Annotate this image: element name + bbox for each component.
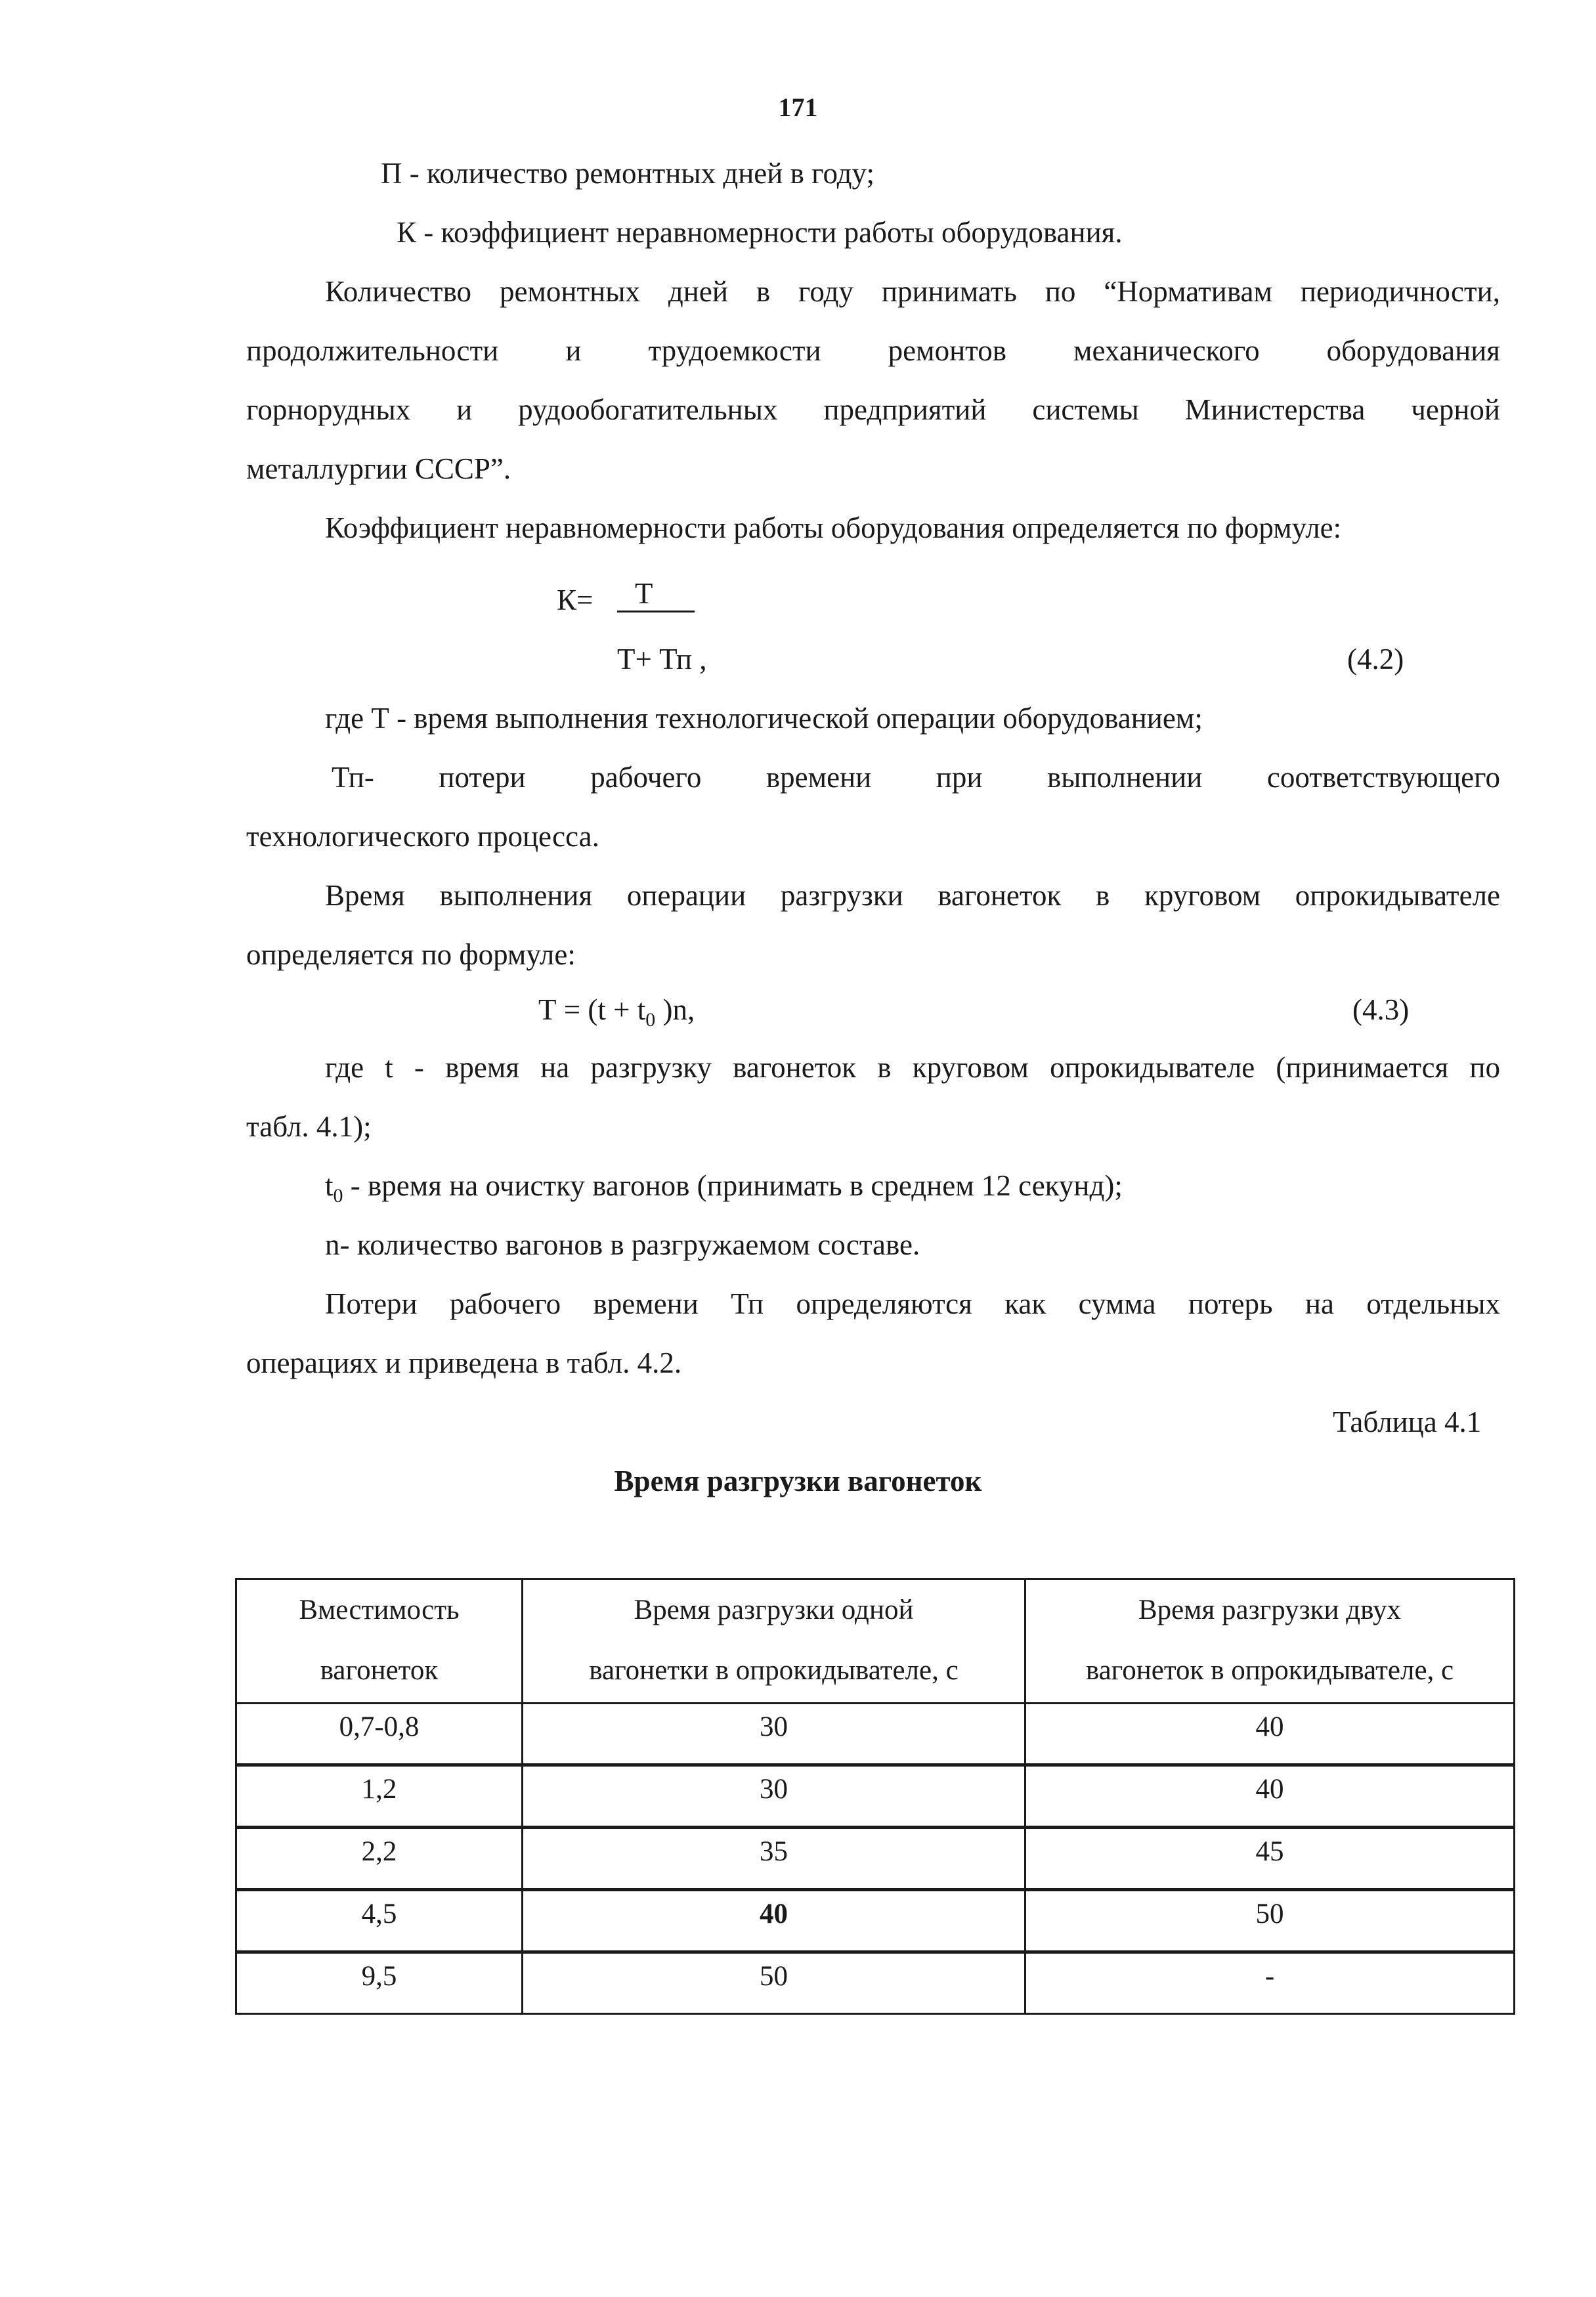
table-header-row	[236, 1579, 1515, 1704]
table-row	[236, 1890, 1515, 1952]
paragraph-line: металлургии СССР”.	[246, 452, 511, 485]
paragraph-line: Количество ремонтных дней в году принимать по “Нормативам периодичности,	[325, 275, 1500, 308]
t0-symbol: t	[325, 1169, 334, 1202]
definition-k: К - коэффициент неравномерности работы оборудования.	[397, 216, 1123, 249]
table-cell: 1,2	[236, 1765, 523, 1828]
column-header-two-wagons	[1025, 1579, 1515, 1704]
page-number: 171	[778, 93, 818, 122]
table-row	[236, 1765, 1515, 1828]
header-line: Время разгрузки двух	[1138, 1595, 1401, 1625]
table-cell: 2,2	[236, 1828, 523, 1890]
paragraph-line: операциях и приведена в табл. 4.2.	[246, 1346, 682, 1379]
formula-number: (4.2)	[1347, 643, 1404, 676]
column-header-capacity	[236, 1579, 523, 1704]
unloading-time-table	[235, 1578, 1515, 2015]
paragraph-line: табл. 4.1);	[246, 1110, 372, 1143]
formula-43-pre: Т = (t + t	[538, 993, 646, 1026]
column-header-one-wagon	[523, 1579, 1025, 1704]
header-line: Вместимость	[299, 1595, 460, 1625]
header-line: вагонеток	[320, 1655, 439, 1686]
paragraph-line	[325, 1169, 1123, 1207]
table-cell: 30	[523, 1765, 1025, 1828]
formula-denominator: Т+ Тп ,	[617, 643, 707, 676]
formula-numerator: Т	[635, 577, 653, 610]
t0-subscript: 0	[333, 1185, 343, 1207]
paragraph-line: технологического процесса.	[246, 820, 599, 853]
table-label: Таблица 4.1	[1333, 1406, 1482, 1438]
table-cell: -	[1025, 1952, 1515, 2014]
paragraph-line: где t - время на разгрузку вагонеток в круговом опрокидывателе (принимается по	[325, 1051, 1500, 1084]
paragraph-line: Тп- потери рабочего времени при выполнении соответствующего	[332, 761, 1500, 794]
formula-43-sub: 0	[645, 1009, 656, 1031]
header-line: вагонетки в опрокидывателе, с	[589, 1655, 959, 1686]
table-cell: 4,5	[236, 1890, 523, 1952]
formula-lhs: К=	[557, 584, 593, 616]
header-line: вагонеток в опрокидывателе, с	[1085, 1655, 1454, 1686]
paragraph-line: Время выполнения операции разгрузки вагонеток в круговом опрокидывателе	[325, 879, 1500, 912]
table-cell: 45	[1025, 1828, 1515, 1890]
table-title: Время разгрузки вагонеток	[614, 1465, 982, 1497]
fraction-bar	[617, 611, 695, 612]
paragraph-line: Коэффициент неравномерности работы оборудования определяется по формуле:	[325, 511, 1342, 544]
table-cell: 40	[1025, 1765, 1515, 1828]
paragraph-line: продолжительности и трудоемкости ремонтов механического оборудования	[246, 334, 1500, 367]
table-cell: 50	[523, 1952, 1025, 2014]
paragraph-line: горнорудных и рудообогатительных предприятий системы Министерства черной	[246, 393, 1500, 426]
header-line: Время разгрузки одной	[634, 1595, 914, 1625]
paragraph-line: определяется по формуле:	[246, 938, 576, 971]
table-cell: 40	[1025, 1704, 1515, 1765]
table-row	[236, 1828, 1515, 1890]
table-cell: 9,5	[236, 1952, 523, 2014]
table-cell: 35	[523, 1828, 1025, 1890]
table-row	[236, 1952, 1515, 2014]
formula-43	[538, 993, 695, 1031]
t0-text: - время на очистку вагонов (принимать в среднем 12 секунд);	[343, 1169, 1123, 1202]
table-cell: 0,7-0,8	[236, 1704, 523, 1765]
paragraph-line: Потери рабочего времени Тп определяются как сумма потерь на отдельных	[325, 1287, 1500, 1320]
definition-p: П - количество ремонтных дней в году;	[381, 157, 874, 190]
table-cell: 40	[523, 1890, 1025, 1952]
paragraph-line: n- количество вагонов в разгружаемом составе.	[325, 1228, 920, 1261]
formula-43-post: )n,	[655, 993, 695, 1026]
table-cell: 30	[523, 1704, 1025, 1765]
table-row	[236, 1704, 1515, 1765]
paragraph-line: где Т - время выполнения технологической операции оборудованием;	[325, 702, 1203, 735]
table-cell: 50	[1025, 1890, 1515, 1952]
formula-number: (4.3)	[1352, 993, 1410, 1026]
